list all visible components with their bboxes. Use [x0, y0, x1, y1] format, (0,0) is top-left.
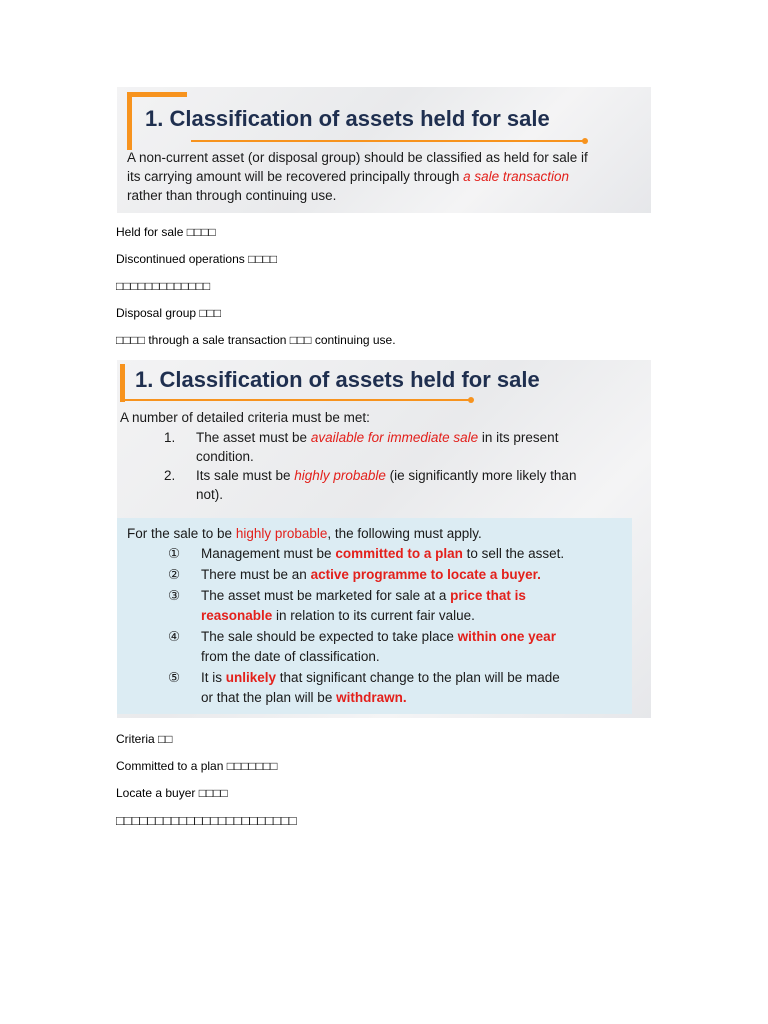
criteria-text-post: in its present — [478, 430, 559, 445]
requirement-item-4 — [168, 627, 628, 667]
note-disposal-group: Disposal group □□□ — [116, 306, 222, 320]
box-intro-pre: For the sale to be — [127, 526, 236, 541]
criteria-line-2: not). — [196, 487, 224, 502]
requirement-line-2 — [201, 688, 621, 708]
requirement-line — [201, 668, 621, 688]
criteria-item-2 — [164, 466, 644, 506]
requirement-pre: The sale should be expected to take place — [201, 629, 458, 644]
body-line-2-text: its carrying amount will be recovered principally through — [127, 169, 464, 184]
criteria-line-2: condition. — [196, 449, 254, 464]
requirement-line-2-text: or that the plan will be — [201, 690, 337, 705]
highlight-active-programme: active programme to locate a buyer. — [310, 567, 541, 582]
highly-probable-box — [117, 518, 632, 714]
highlight-immediate-sale: available for immediate sale — [310, 430, 479, 445]
circled-number: ② — [168, 567, 181, 582]
note-committed-to-a-plan: Committed to a plan □□□□□□□ — [116, 759, 278, 773]
note-sale-transaction: □□□□ through a sale transaction □□□ continuing use. — [116, 333, 396, 347]
criteria-line — [196, 428, 636, 447]
highlight-price: price that is — [450, 588, 526, 603]
criteria-item-1 — [164, 428, 644, 468]
requirement-text — [201, 565, 621, 585]
requirement-item-5 — [168, 668, 628, 708]
circled-number: ③ — [168, 588, 181, 603]
title-underline — [191, 140, 585, 142]
criteria-text-post: (ie significantly more likely than — [385, 468, 577, 483]
note-cjk-line: □□□□□□□□□□□□□ — [116, 279, 211, 293]
requirement-pre: There must be an — [201, 567, 311, 582]
requirement-post: to sell the asset. — [462, 546, 565, 561]
highlight-unlikely: unlikely — [225, 670, 277, 685]
requirement-text — [201, 668, 621, 708]
circled-number: ④ — [168, 629, 181, 644]
note-criteria: Criteria □□ — [116, 732, 173, 746]
note-cjk-line-2: □□□□□□□□□□□□□□□□□□□□□□□ — [116, 813, 297, 828]
requirement-pre: It is — [201, 670, 226, 685]
requirement-text — [201, 627, 621, 667]
highlight-highly-probable: highly probable — [235, 526, 328, 541]
highlight-reasonable: reasonable — [201, 608, 273, 623]
note-held-for-sale: Held for sale □□□□ — [116, 225, 216, 239]
slide-image-1 — [117, 87, 651, 213]
requirement-item-2 — [168, 565, 628, 585]
body-line-2 — [127, 167, 647, 186]
slide-body — [127, 148, 647, 205]
criteria-number: 2. — [164, 468, 176, 483]
highlight-sale-transaction: a sale transaction — [463, 169, 569, 184]
highlight-highly-probable: highly probable — [294, 468, 386, 483]
note-locate-a-buyer: Locate a buyer □□□□ — [116, 786, 228, 800]
body-line-1: A non-current asset (or disposal group) should be classified as held for sale if — [127, 150, 588, 165]
title-underline — [125, 399, 471, 401]
box-intro — [127, 524, 482, 543]
requirement-text — [201, 586, 621, 626]
criteria-intro: A number of detailed criteria must be met: — [120, 410, 370, 425]
highlight-withdrawn: withdrawn. — [336, 690, 407, 705]
highlight-within-one-year: within one year — [457, 629, 556, 644]
requirement-pre: Management must be — [201, 546, 336, 561]
requirement-line-2 — [201, 606, 621, 626]
requirement-line-2: from the date of classification. — [201, 649, 380, 664]
orange-bracket-top — [127, 92, 187, 97]
note-discontinued-operations: Discontinued operations □□□□ — [116, 252, 278, 266]
requirement-item-1 — [168, 544, 628, 564]
slide-title: 1. Classification of assets held for sale — [135, 367, 540, 392]
circled-number: ① — [168, 546, 181, 561]
orange-bracket — [120, 364, 125, 402]
criteria-line — [196, 466, 636, 485]
requirement-post: that significant change to the plan will be made — [276, 670, 560, 685]
box-intro-post: , the following must apply. — [327, 526, 482, 541]
requirement-text — [201, 544, 621, 564]
requirement-line — [201, 627, 621, 647]
criteria-text — [196, 428, 636, 466]
criteria-number: 1. — [164, 430, 176, 445]
slide-title: 1. Classification of assets held for sale — [145, 106, 550, 131]
criteria-text — [196, 466, 636, 504]
requirement-item-3 — [168, 586, 628, 626]
criteria-text-pre: The asset must be — [196, 430, 311, 445]
requirement-line — [201, 586, 621, 606]
criteria-text-pre: Its sale must be — [196, 468, 295, 483]
slide-image-2 — [117, 360, 651, 718]
circled-number: ⑤ — [168, 670, 181, 685]
requirement-pre: The asset must be marketed for sale at a — [201, 588, 451, 603]
body-line-3: rather than through continuing use. — [127, 188, 337, 203]
orange-bracket — [127, 92, 132, 150]
requirement-line-2-text: in relation to its current fair value. — [272, 608, 475, 623]
highlight-committed: committed to a plan — [335, 546, 463, 561]
